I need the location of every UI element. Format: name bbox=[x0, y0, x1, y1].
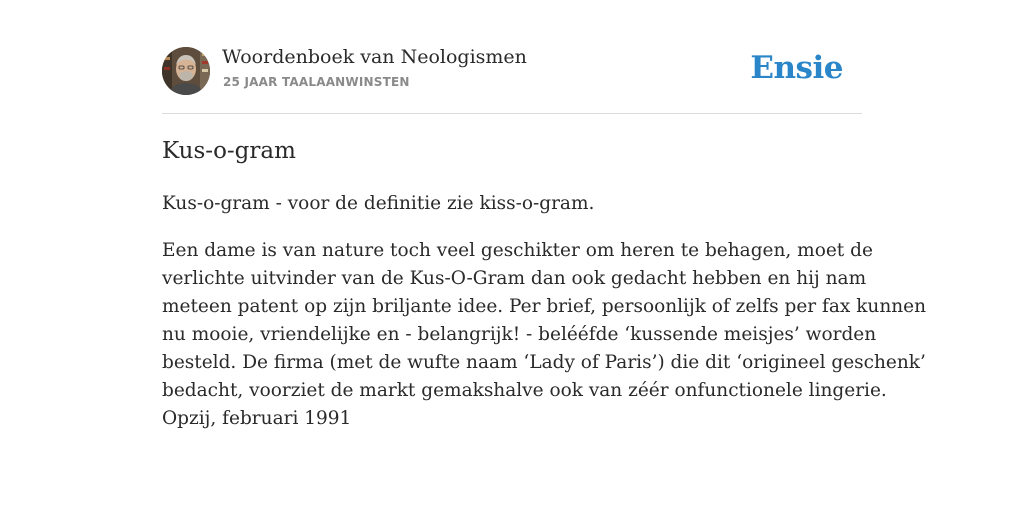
entry-card bbox=[162, 0, 927, 429]
citation-line: verlichte uitvinder van de Kus-O-Gram dan ook gedacht hebben en hij nam bbox=[162, 268, 867, 289]
ensie-logo-link[interactable]: Ensie bbox=[750, 50, 843, 86]
citation-line: Een dame is van nature toch veel geschikter om heren te behagen, moet de bbox=[162, 240, 873, 261]
citation-source: Opzij, februari 1991 bbox=[162, 408, 352, 429]
citation-line: besteld. De firma (met de wufte naam ‘Lady of Paris’) die dit ‘origineel geschenk’ bbox=[162, 352, 926, 373]
author-avatar[interactable] bbox=[162, 47, 210, 95]
entry-citation bbox=[162, 237, 927, 433]
citation-line: meteen patent op zijn briljante idee. Per brief, persoonlijk of zelfs per fax kunnen bbox=[162, 296, 927, 317]
entry-definition: Kus-o-gram - voor de definitie zie kiss-o-gram. bbox=[162, 193, 595, 214]
site-name-link[interactable]: Woordenboek van Neologismen bbox=[222, 46, 527, 68]
avatar-portrait-icon bbox=[162, 47, 210, 95]
entry-term-title: Kus-o-gram bbox=[162, 138, 296, 164]
citation-line: nu mooie, vriendelijke en - belangrijk! - belééfde ‘kussende meisjes’ worden bbox=[162, 324, 877, 345]
citation-line: bedacht, voorziet de markt gemakshalve ook van zéér onfunctionele lingerie. bbox=[162, 380, 887, 401]
site-tagline: 25 JAAR TAALAANWINSTEN bbox=[223, 75, 410, 89]
header bbox=[162, 0, 862, 114]
